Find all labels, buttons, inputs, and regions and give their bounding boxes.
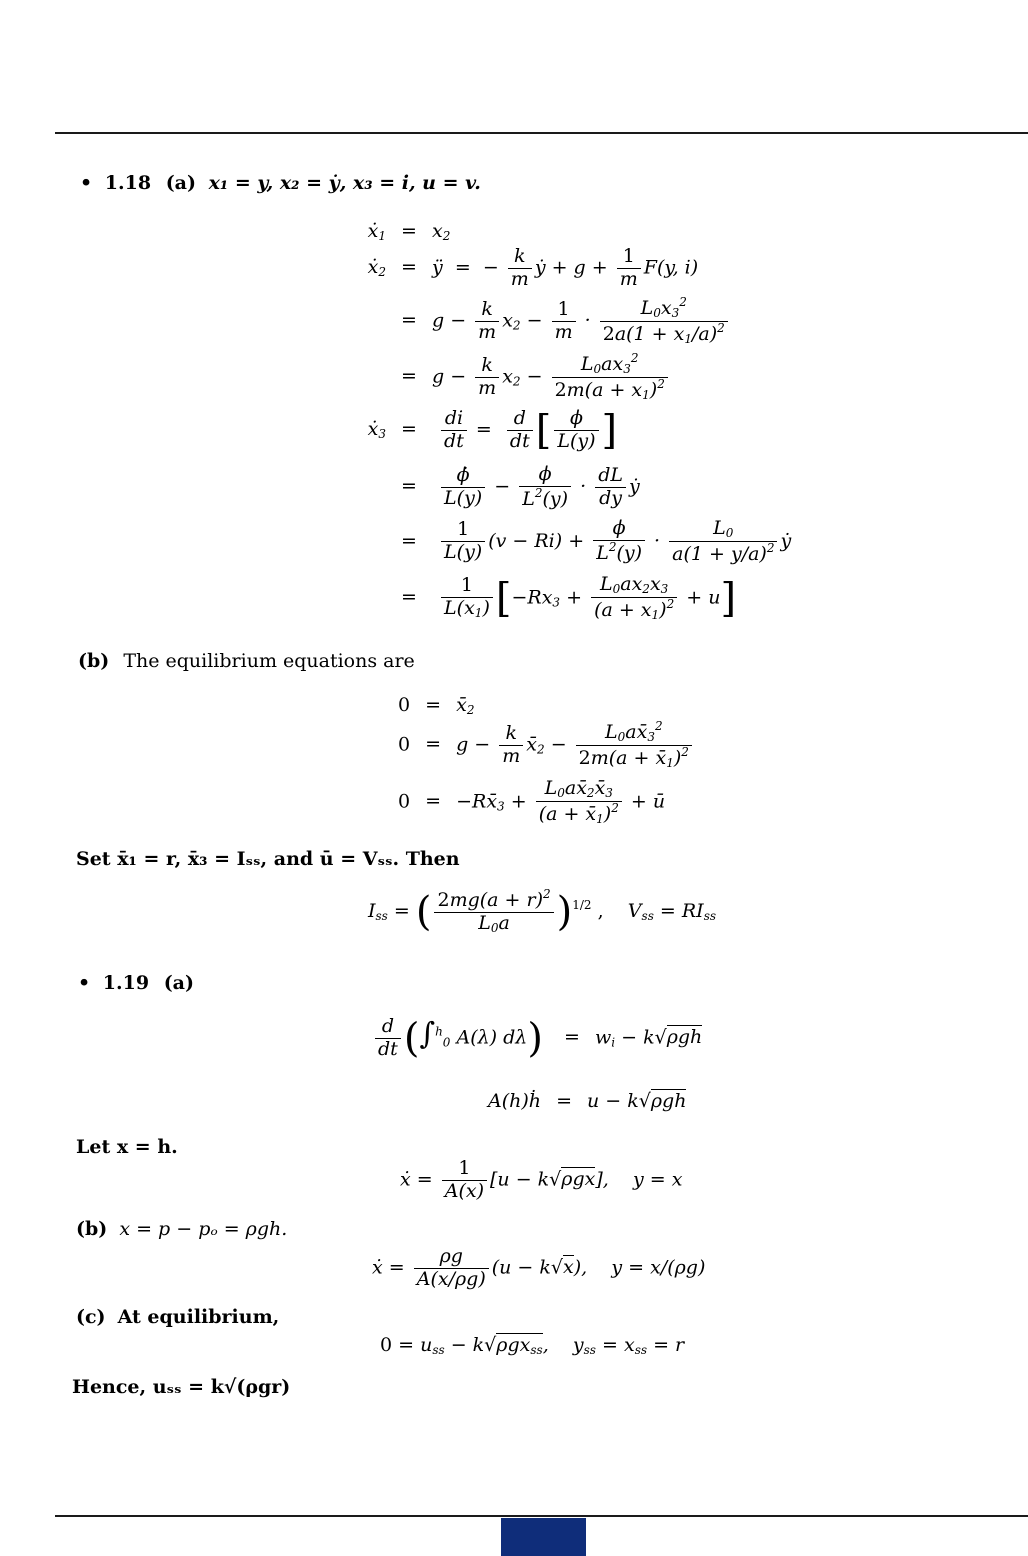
eq-x3dot: ẋ$_3$ = $\frac{di}{dt}$ = $\frac{d}{dt}$ [ $\frac{\phi}{L(y)}$ ] [367,407,618,454]
eq-equilibrium-1: $0 = x̄_2$ [398,694,475,717]
bullet: • [80,172,93,194]
part-b-label: (b) [76,1218,108,1240]
part-c-19-line [76,1306,279,1328]
eq-x2dot-step2: = g − $\frac{k}{m}$ $x_2$ − $\frac{1}{m}$ · $\frac{L_0x_3^2}{2a(1 + x_1/a)^2}$ [350,296,731,347]
part-b-label: (b) [78,650,110,672]
part-a-label: (a) [165,172,196,194]
part-a-statement: x₁ = y, x₂ = ẏ, x₃ = i, u = v. [208,172,481,194]
set-text: Set x̄₁ = r, x̄₃ = Iₛₛ, and ū = Vₛₛ. Then [76,848,460,870]
part-c-label: (c) [76,1306,106,1328]
eq-tank-volume: $\frac{d}{dt}$ (∫$^h_0$ A(λ) $d\lambda) = w_i - k√\rho gh$ [372,1016,702,1061]
part-b-19-line [76,1218,287,1240]
eq-x1dot: ẋ$_1$ = $x_2$ [367,220,451,243]
eq-equilibrium-tank: $0 = u_{ss} - k√\rho gx_{ss}$, $y_{ss} = x_{ss} = r$ [380,1334,685,1357]
part-b-line [78,650,415,672]
bullet: • [78,972,91,994]
page-number-box [501,1518,586,1556]
problem-number: 1.18 [104,172,152,194]
part-c-text: At equilibrium, [117,1306,280,1328]
problem-number: 1.19 [102,972,150,994]
eq-x2dot-step3: = g − $\frac{k}{m}$ $x_2$ − $\frac{L_0ax_3^2}{2m(a + x_1)^2}$ [350,352,671,403]
hence-text: Hence, uₛₛ = k√(ρgr) [72,1376,291,1398]
eq-x3dot-step4: = $\frac{1}{L(x_1)}$ [$-Rx_3$ + $\frac{L_0ax_2x_3}{(a + x_1)^2}$ + u] [401,573,737,622]
eq-state-model-b: ẋ = $\frac{\rho g}{A(x/\rho g)}$ (u − k√x), y = x/(ρg) [372,1245,706,1290]
problem-1-18-heading [80,172,481,194]
eq-tank-height: A(h)ḣ = u − k√ρgh [488,1090,687,1112]
eq-x2dot: ẋ$_2$ = ÿ = − $\frac{k}{m}$ ẏ + g + $\frac{1}{m}$ F(y, i) [367,245,699,290]
eq-equilibrium-3: $0 = -Rx̄_3$ + $\frac{L_0ax̄_2x̄_3}{(a + x̄_1)^2}$ + ū [398,777,666,826]
footer-rule [55,1515,1028,1517]
part-b-text: The equilibrium equations are [123,650,415,672]
let-text: Let x = h. [76,1136,178,1158]
part-b-text: x = p − pₒ = ρgh. [119,1218,288,1240]
problem-1-19-heading [78,972,194,994]
header-rule [55,132,1028,134]
eq-state-model-a: ẋ = $\frac{1}{A(x)}$ [u − k√ρgx], y = x [400,1157,683,1202]
eq-steady-state-current: $I_{ss}$ = ( $\frac{2mg(a + r)^2}{L_0a}$ )$^{1/2}$ , $V_{ss} = RI_{ss}$ [368,887,717,935]
eq-x3dot-step3: = $\frac{1}{L(y)}$ (v − Ri) + $\frac{\phi}{L^2(y)}$ · $\frac{L_0}{a(1 + y/a)^2}$ ẏ [401,517,792,565]
eq-equilibrium-2: 0 = g − $\frac{k}{m}$ $x̄_2$ − $\frac{L_0ax̄_3^2}{2m(a + x̄_1)^2}$ [398,720,695,771]
part-a-label: (a) [163,972,194,994]
eq-x3dot-step2: = $\frac{\phi̇}{L(y)}$ − $\frac{\phi}{L^2(y)}$ · $\frac{dL}{dy}$ ẏ [401,463,640,510]
